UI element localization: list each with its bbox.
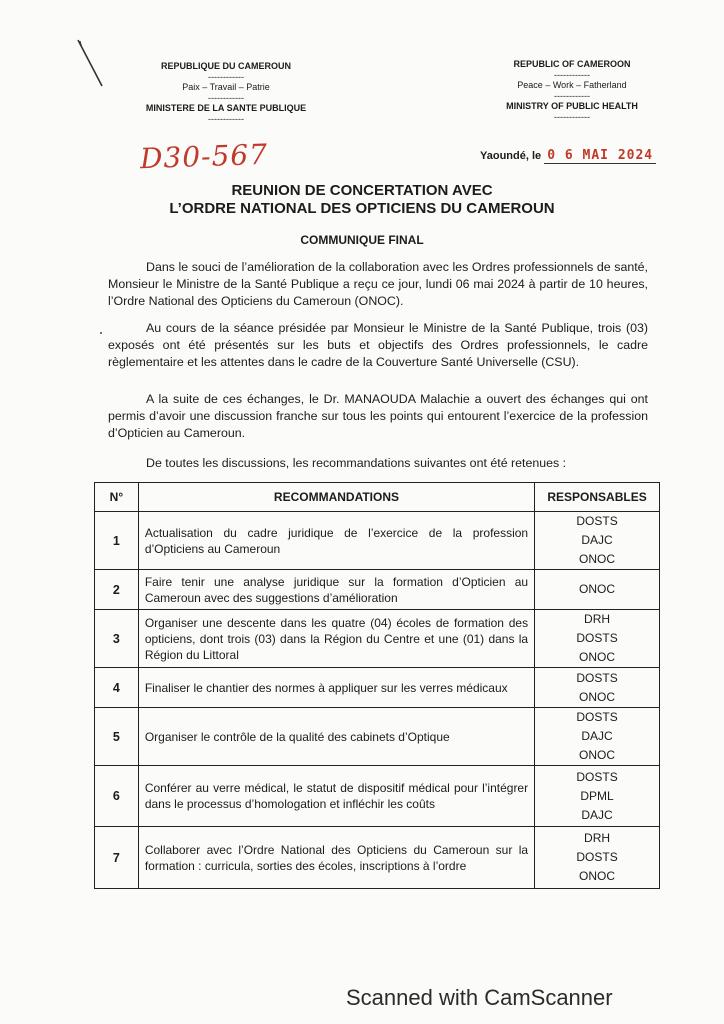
row-number: 3 [95, 610, 139, 668]
row-recommendation: Actualisation du cadre juridique de l’exercice de la profession d’Opticiens au Cameroun [138, 512, 534, 570]
document-title-line-2: L’ORDRE NATIONAL DES OPTICIENS DU CAMEROUN [169, 200, 555, 217]
responsable: ONOC [579, 650, 616, 664]
table-row [95, 827, 660, 889]
header-right-separator: ------------ [554, 112, 590, 122]
table-row [95, 570, 660, 610]
row-recommendation: Organiser une descente dans les quatre (04) écoles de formation des opticiens, dont trois (03) dans la Région du Centre et une (01) dans la Région du Littoral [138, 610, 534, 668]
row-number: 1 [95, 512, 139, 570]
responsable: DRH [584, 612, 611, 626]
responsable: DAJC [581, 807, 613, 822]
responsable: ONOC [579, 552, 616, 566]
row-recommendation: Finaliser le chantier des normes à appliquer sur les verres médicaux [138, 668, 534, 708]
date-label: Yaoundé, le [480, 150, 542, 162]
column-header-responsables: RESPONSABLES [535, 483, 660, 512]
table-row [95, 766, 660, 827]
row-recommendation: Collaborer avec l’Ordre National des Opticiens du Cameroun sur la formation : curricula, sorties des écoles, inscriptions à l’ordre [138, 827, 534, 889]
scan-dot [100, 332, 102, 334]
row-recommendation: Faire tenir une analyse juridique sur la formation d’Opticien au Cameroun avec des suggestions d’amélioration [138, 570, 534, 610]
table-row [95, 708, 660, 766]
header-left-ministry: MINISTERE DE LA SANTE PUBLIQUE [145, 103, 307, 113]
responsable: DAJC [581, 533, 613, 547]
handwritten-reference-number: D30-567 [139, 137, 269, 176]
date-stamp: 0 6 MAI 2024 [544, 148, 656, 164]
row-responsables [535, 827, 660, 889]
row-recommendation: Conférer au verre médical, le statut de dispositif médical pour l’intégrer dans le processus d’homologation et infléchir les coûts [138, 766, 534, 827]
date-line [480, 148, 656, 163]
responsable: DOSTS [576, 710, 618, 724]
responsable: ONOC [579, 748, 616, 762]
responsable: ONOC [579, 582, 616, 596]
header-left-country: REPUBLIQUE DU CAMEROUN [160, 61, 291, 71]
responsable: ONOC [579, 869, 616, 883]
responsable: DPML [580, 788, 614, 803]
column-header-recommendations: RECOMMANDATIONS [138, 483, 534, 512]
header-right-motto: Peace – Work – Fatherland [517, 80, 627, 90]
table-header-row [95, 483, 660, 512]
row-number: 4 [95, 668, 139, 708]
row-responsables [535, 766, 660, 827]
responsable: DOSTS [576, 670, 618, 685]
responsable: DOSTS [576, 850, 618, 864]
paragraph-3: A la suite de ces échanges, le Dr. MANAOUDA Malachie a ouvert des échanges qui ont permis d’avoir une discussion franche sur tous les points qui entourent l’exercice de la profession d’Opticien au Cameroun. [108, 392, 648, 440]
responsable: DOSTS [576, 514, 618, 528]
header-right-country: REPUBLIC OF CAMEROON [513, 59, 631, 69]
header-right-ministry: MINISTRY OF PUBLIC HEALTH [506, 101, 638, 111]
row-responsables [535, 668, 660, 708]
document-subtitle: COMMUNIQUE FINAL [300, 233, 424, 247]
paragraph-4: De toutes les discussions, les recommandations suivantes ont été retenues : [146, 456, 567, 470]
row-responsables [535, 570, 660, 610]
header-right-separator: ------------ [554, 91, 590, 101]
row-number: 7 [95, 827, 139, 889]
header-left [126, 60, 326, 123]
camscanner-watermark: Scanned with CamScanner [346, 985, 613, 1010]
column-header-number: N° [95, 483, 139, 512]
responsable: ONOC [579, 689, 616, 704]
row-number: 6 [95, 766, 139, 827]
header-left-separator: ------------ [208, 114, 244, 124]
row-recommendation: Organiser le contrôle de la qualité des cabinets d’Optique [138, 708, 534, 766]
responsable: DRH [584, 831, 611, 845]
table-row [95, 668, 660, 708]
row-responsables [535, 708, 660, 766]
header-left-separator: ------------ [208, 93, 244, 103]
header-right [474, 58, 670, 121]
table-row [95, 610, 660, 668]
header-left-separator: ------------ [208, 72, 244, 82]
responsable: DAJC [581, 729, 613, 743]
pen-stroke-mark [76, 38, 106, 90]
document-title-line-1: REUNION DE CONCERTATION AVEC [231, 182, 493, 199]
paragraph-2: Au cours de la séance présidée par Monsieur le Ministre de la Santé Publique, trois (03) exposés ont été présentés sur les buts et objectifs des Ordres professionnels, le cadre règlementaire et les attentes dans le cadre de la Couverture Santé Universelle (CSU). [108, 321, 648, 369]
row-number: 5 [95, 708, 139, 766]
paragraph-1: Dans le souci de l’amélioration de la collaboration avec les Ordres professionnels de santé, Monsieur le Ministre de la Santé Publique a reçu ce jour, lundi 06 mai 2024 à partir de 10 heures, l’Ordre National des Opticiens du Cameroun (ONOC). [108, 260, 648, 308]
table-row [95, 512, 660, 570]
responsable: DOSTS [576, 769, 618, 784]
responsable: DOSTS [576, 631, 618, 645]
row-number: 2 [95, 570, 139, 610]
header-left-motto: Paix – Travail – Patrie [182, 82, 270, 92]
row-responsables [535, 610, 660, 668]
row-responsables [535, 512, 660, 570]
header-right-separator: ------------ [554, 70, 590, 80]
recommendations-table [94, 482, 660, 889]
